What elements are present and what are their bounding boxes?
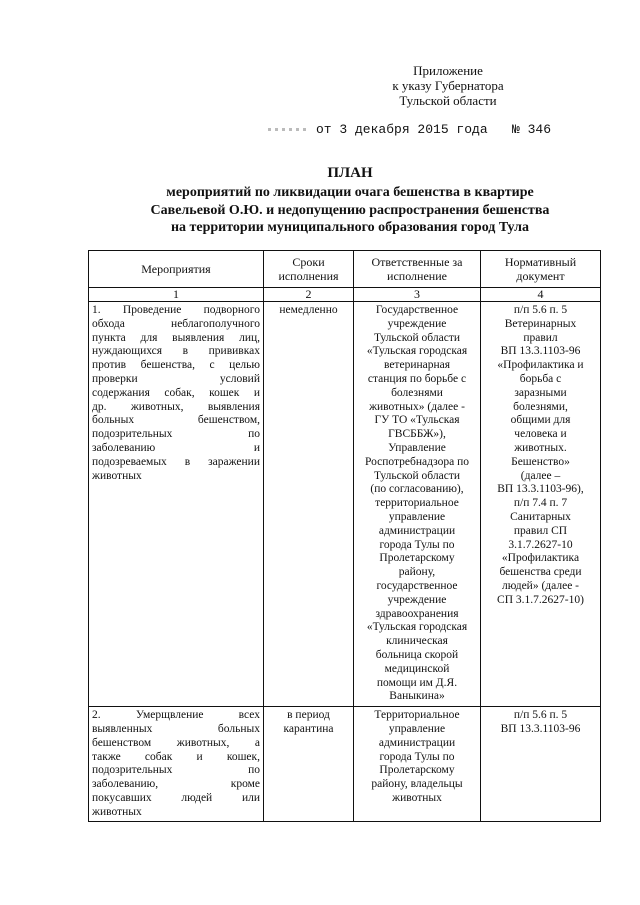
cell-text-line: общими для xyxy=(510,414,571,427)
cell-text-line: управление xyxy=(388,510,446,523)
cell-text-line: животных xyxy=(92,469,142,482)
header-document: Нормативный документ xyxy=(481,251,601,288)
column-number-1: 1 xyxy=(89,288,264,302)
cell-responsible xyxy=(354,302,481,707)
cell-text-line: выявленных больных xyxy=(92,722,260,735)
cell-text-line: здравоохранения xyxy=(375,607,459,620)
cell-text-line: учреждение xyxy=(387,317,447,330)
cell-text-line: животных» (далее - xyxy=(369,400,465,413)
cell-text-line: подозрительных по xyxy=(92,764,260,777)
table-header-row xyxy=(89,251,601,288)
cell-measure xyxy=(89,707,264,822)
appendix-block xyxy=(378,63,518,108)
cell-text-line: «Тульская городская xyxy=(366,621,468,634)
header-measures: Мероприятия xyxy=(89,251,264,288)
cell-text-line: 2. Умерщвление всех xyxy=(92,709,260,722)
cell-text-line: нуждающихся в прививках xyxy=(92,345,260,358)
cell-text-line: администрации xyxy=(378,524,456,537)
cell-text-line: также собак и кошек, xyxy=(92,750,260,763)
decree-date: от 3 декабря 2015 года xyxy=(316,122,488,137)
cell-text-line: помощи им Д.Я. xyxy=(376,676,458,689)
cell-text-line: СП 3.1.7.2627-10) xyxy=(497,593,584,606)
cell-text-line: ВП 13.3.1103-96 xyxy=(500,722,581,735)
cell-text-line: району, владельцы xyxy=(371,778,463,791)
cell-text-line: Тульской области xyxy=(373,469,460,482)
cell-text-line: Бешенство» xyxy=(511,455,570,468)
cell-text-line: карантина xyxy=(283,722,334,735)
cell-text-line: Государственное xyxy=(375,304,459,316)
cell-text-line: ветеринарная xyxy=(383,359,451,372)
cell-text-line: 1. Проведение подворного xyxy=(92,304,260,316)
appendix-line-3: Тульской области xyxy=(399,93,497,108)
table-row xyxy=(89,707,601,822)
cell-text-line: бешенства среди xyxy=(499,566,582,579)
decree-line xyxy=(268,121,568,139)
cell-text-line: людей» (далее - xyxy=(501,579,580,592)
title-line-3: на территории муниципального образования город Тула xyxy=(170,220,530,235)
cell-text-line: 3.1.7.2627-10 xyxy=(508,538,573,551)
cell-text-line: Территориальное xyxy=(374,709,460,722)
cell-text-line: борьба с xyxy=(519,372,562,385)
cell-text-line: (далее – xyxy=(520,469,561,482)
cell-text-line: п/п 5.6 п. 5 xyxy=(513,304,568,316)
cell-text-line: «Профилактика и xyxy=(497,359,584,372)
cell-text-line: подозрительных по xyxy=(92,428,260,441)
cell-text-line: бешенством животных, а xyxy=(92,736,260,749)
cell-text-line: заразными xyxy=(514,386,567,399)
plan-table xyxy=(88,250,601,822)
cell-text-line: больница скорой xyxy=(375,648,459,661)
cell-text-line: немедленно xyxy=(279,304,338,316)
cell-text-line: правил СП xyxy=(513,524,568,537)
cell-text-line: подозреваемых в заражении xyxy=(92,455,260,468)
column-number-3: 3 xyxy=(354,288,481,302)
cell-text-line: (по согласованию), xyxy=(370,483,464,496)
cell-text-line: «Профилактика xyxy=(501,552,580,565)
cell-text-line: станция по борьбе с xyxy=(367,372,467,385)
title-line-1: мероприятий по ликвидации очага бешенства в квартире xyxy=(166,185,534,200)
cell-text-line: пункта для выявления лиц, xyxy=(92,331,260,344)
cell-text-line: в период xyxy=(287,709,330,722)
cell-text-line: Управление xyxy=(388,441,446,454)
cell-text-line: ВП 13.3.1103-96 xyxy=(500,345,581,358)
column-number-2: 2 xyxy=(264,288,354,302)
cell-text-line: п/п 7.4 п. 7 xyxy=(513,497,568,510)
cell-text-line: медицинской xyxy=(384,662,450,675)
cell-deadline xyxy=(264,707,354,822)
cell-text-line: территориальное xyxy=(375,497,459,510)
cell-text-line: Ветеринарных xyxy=(504,317,577,330)
table-row xyxy=(89,302,601,707)
cell-text-line: др. животных, выявления xyxy=(92,400,260,413)
cell-text-line: покусавших людей или xyxy=(92,791,260,804)
cell-text-line: Пролетарскому xyxy=(379,552,455,565)
cell-text-line: правил xyxy=(523,331,558,344)
cell-text-line: Тульской области xyxy=(373,331,460,344)
cell-text-line: болезнями xyxy=(391,386,443,399)
cell-deadline xyxy=(264,302,354,707)
cell-text-line: «Тульская городская xyxy=(366,345,468,358)
cell-text-line: Санитарных xyxy=(510,510,571,523)
title-line-2: Савельевой О.Ю. и недопущению распространения бешенства xyxy=(150,202,550,218)
header-responsible: Ответственные за исполнение xyxy=(354,251,481,288)
header-deadlines: Сроки исполнения xyxy=(264,251,354,288)
cell-text-line: государственное xyxy=(376,579,458,592)
cell-text-line: району, xyxy=(398,566,436,579)
cell-text-line: заболеванию и xyxy=(92,441,260,454)
cell-text-line: Роспотребнадзора по xyxy=(365,455,469,468)
cell-document xyxy=(481,707,601,822)
appendix-line-2: к указу Губернатора xyxy=(392,78,504,93)
title-heading: ПЛАН xyxy=(327,165,373,181)
cell-text-line: п/п 5.6 п. 5 xyxy=(513,709,568,722)
cell-text-line: клиническая xyxy=(386,635,448,648)
table-column-numbers xyxy=(89,288,601,302)
cell-text-line: города Тулы по xyxy=(379,538,455,551)
cell-responsible xyxy=(354,707,481,822)
document-title xyxy=(90,164,610,237)
cell-text-line: заболеванию, кроме xyxy=(92,778,260,791)
cell-text-line: содержания собак, кошек и xyxy=(92,386,260,399)
cell-document xyxy=(481,302,601,707)
cell-measure xyxy=(89,302,264,707)
cell-text-line: против бешенства, с целью xyxy=(92,359,260,372)
cell-text-line: болезнями, xyxy=(513,400,568,413)
cell-text-line: администрации xyxy=(378,736,456,749)
cell-text-line: ГВСББЖ»), xyxy=(388,428,446,441)
column-number-4: 4 xyxy=(481,288,601,302)
cell-text-line: проверки условий xyxy=(92,372,260,385)
cell-text-line: ВП 13.3.1103-96), xyxy=(497,483,584,496)
appendix-line-1: Приложение xyxy=(413,63,483,78)
scan-smudge xyxy=(268,128,308,131)
cell-text-line: Ваныкина» xyxy=(389,690,445,703)
cell-text-line: больных бешенством, xyxy=(92,414,260,427)
cell-text-line: города Тулы по xyxy=(379,750,455,763)
cell-text-line: учреждение xyxy=(387,593,447,606)
cell-text-line: животных xyxy=(392,791,442,804)
cell-text-line: животных. xyxy=(514,441,567,454)
cell-text-line: ГУ ТО «Тульская xyxy=(374,414,460,427)
cell-text-line: Пролетарскому xyxy=(379,764,455,777)
table-body xyxy=(89,302,601,822)
cell-text-line: обхода неблагополучного xyxy=(92,317,260,330)
decree-number: № 346 xyxy=(512,122,552,137)
cell-text-line: человека и xyxy=(514,428,567,441)
cell-text-line: животных xyxy=(92,805,142,818)
cell-text-line: управление xyxy=(388,722,446,735)
